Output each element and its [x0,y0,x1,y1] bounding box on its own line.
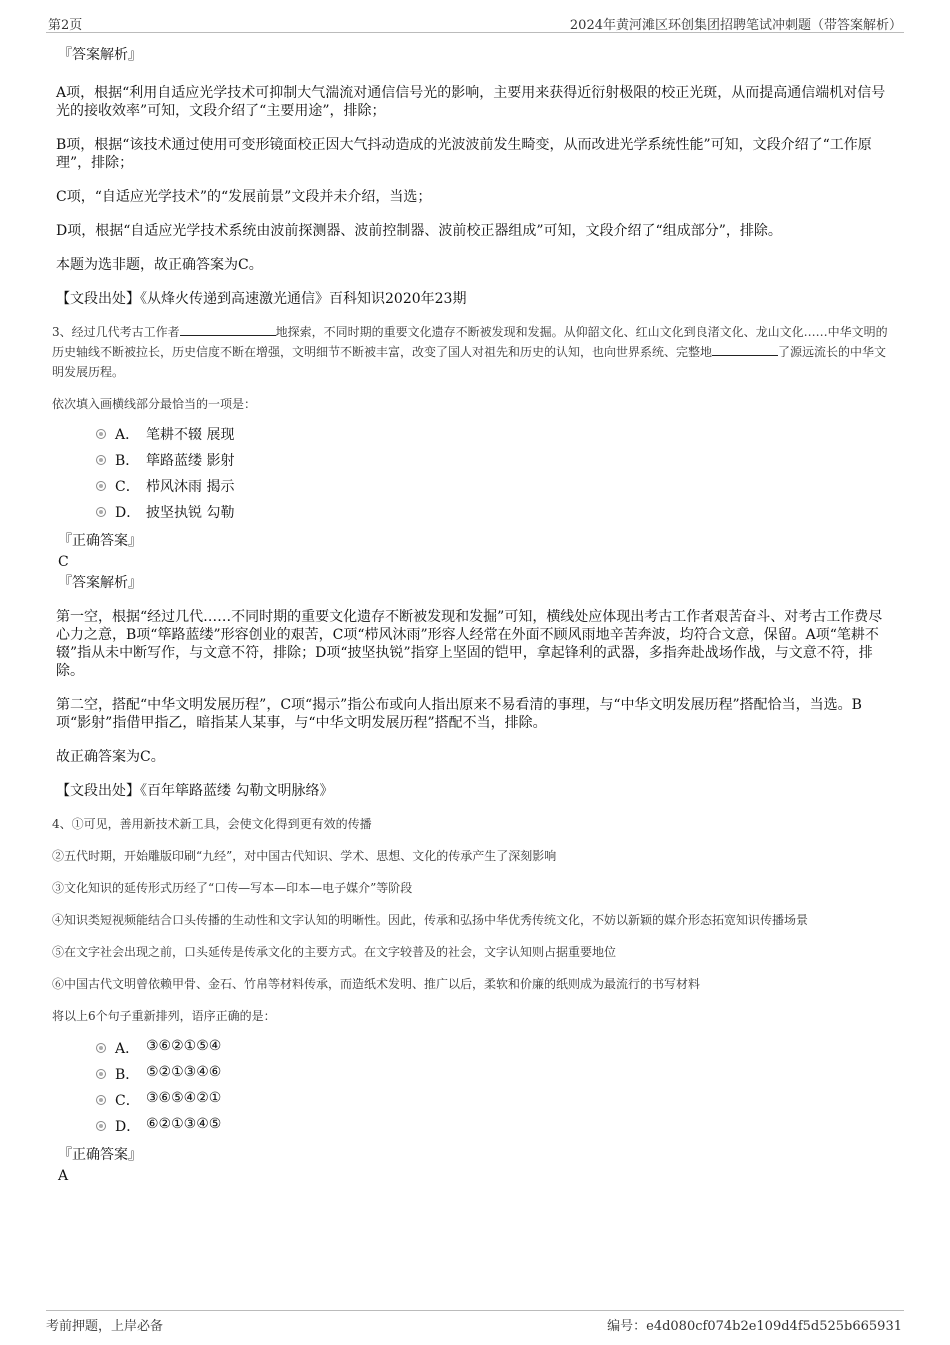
radio-icon[interactable] [96,1043,106,1053]
q4-sentence-3: ③文化知识的延传形式历经了“口传—写本—印本—电子媒介”等阶段 [52,881,413,895]
q3-option-c[interactable] [96,474,896,500]
q3-option-a[interactable] [96,422,896,448]
footer-serial: 编号：e4d080cf074b2e109d4f5d525b665931 [607,1319,902,1334]
page-content [52,44,896,1186]
q4-correct-label: 『正确答案』 [58,1147,142,1163]
q4-option-a[interactable] [96,1036,896,1062]
page-number: 第2页 [48,18,83,33]
radio-icon[interactable] [96,1069,106,1079]
q4-sentence-6: ⑥中国古代文明曾依赖甲骨、金石、竹帛等材料传承，而造纸术发明、推广以后，柔软和价廉的纸则成为最流行的书写材料 [52,977,701,991]
option-text: 披坚执锐 勾勒 [146,505,235,521]
q2-analysis-c: C项，“自适应光学技术”的“发展前景”文段并未介绍，当选； [56,189,432,205]
q3-stem-part2: 地探索，不同时期的重要文化遗存不断被发现和发掘。从仰韶文化、红山文化到良渚文化、龙山文化……中华文明的历史轴线不断被拉长，历史信度不断在增强，文明细节不断被丰富，改变了国人对祖先和历史的认知，也向世界系统、完整地 [52,325,888,359]
footer-slogan: 考前押题，上岸必备 [46,1319,164,1334]
q2-source: 【文段出处】《从烽火传递到高速激光通信》百科知识2020年23期 [56,291,467,307]
blank-2 [712,343,778,356]
q3-analysis-1: 第一空，根据“经过几代……不同时期的重要文化遗存不断被发现和发掘”可知，横线处应体现出考古工作者艰苦奋斗、对考古工作费尽心力之意，B项“筚路蓝缕”形容创业的艰苦，C项“栉风沐雨”形容人经常在外面不顾风雨地辛苦奔波，均符合文意，保留。A项“笔耕不辍”指从未中断写作，与文意不符，排除；D项“披坚执锐”指穿上坚固的铠甲，拿起锋利的武器，多指奔赴战场作战，与文意不符，排除。 [56,609,883,679]
option-text: ③⑥②①⑤④ [146,1038,222,1054]
radio-icon[interactable] [96,481,106,491]
q3-option-d[interactable] [96,500,896,526]
q4-prompt: 将以上6个句子重新排列，语序正确的是： [52,1009,276,1023]
q3-stem-part3: 了源远流长的中华文明发展历程。 [52,345,887,379]
option-letter: D． [115,505,141,521]
option-text: ⑥②①③④⑤ [146,1116,222,1132]
q2-analysis-d: D项，根据“自适应光学技术系统由波前探测器、波前控制器、波前校正器组成”可知，文段介绍了“组成部分”，排除。 [56,223,782,239]
q3-analysis-2: 第二空，搭配“中华文明发展历程”，C项“揭示”指公布或向人指出原来不易看清的事理，与“中华文明发展历程”搭配恰当，当选。B项“影射”指借甲指乙，暗指某人某事，与“中华文明发展历程”搭配不当，排除。 [56,697,862,731]
q4-option-c[interactable] [96,1088,896,1114]
radio-icon[interactable] [96,1121,106,1131]
q2-analysis-label: 『答案解析』 [58,47,142,63]
q3-prompt: 依次填入画横线部分最恰当的一项是： [52,397,257,411]
q2-analysis-a: A项，根据“利用自适应光学技术可抑制大气湍流对通信信号光的影响，主要用来获得近衍射极限的校正光斑，从而提高通信端机对信号光的接收效率”可知，文段介绍了“主要用途”，排除； [56,85,886,119]
option-text: 筚路蓝缕 影射 [146,453,235,469]
q4-option-d[interactable] [96,1114,896,1140]
q3-correct-label: 『正确答案』 [58,533,142,549]
q3-stem [52,322,896,382]
radio-icon[interactable] [96,429,106,439]
q3-options [56,422,896,526]
q4-sentence-2: ②五代时期，开始雕版印刷“九经”，对中国古代知识、学术、思想、文化的传承产生了深刻影响 [52,849,557,863]
option-text: ⑤②①③④⑥ [146,1064,222,1080]
blank-1 [180,323,276,336]
radio-icon[interactable] [96,1095,106,1105]
q4-sentence-4: ④知识类短视频能结合口头传播的生动性和文字认知的明晰性。因此，传承和弘扬中华优秀传统文化，不妨以新颖的媒介形态拓宽知识传播场景 [52,913,809,927]
radio-icon[interactable] [96,507,106,517]
q4-option-b[interactable] [96,1062,896,1088]
q4-sentence-1: 4、①可见，善用新技术新工具，会使文化得到更有效的传播 [52,817,372,831]
option-text: 栉风沐雨 揭示 [146,479,235,495]
option-letter: A． [115,427,140,443]
option-letter: D． [115,1119,141,1135]
page-footer [46,1310,904,1335]
q4-sentence-5: ⑤在文字社会出现之前，口头延传是传承文化的主要方式。在文字较普及的社会，文字认知则占据重要地位 [52,945,617,959]
q4-options [56,1036,896,1140]
q2-analysis-b: B项，根据“该技术通过使用可变形镜面校正因大气抖动造成的光波波前发生畸变，从而改进光学系统性能”可知，文段介绍了“工作原理”，排除； [56,137,872,171]
option-letter: B． [115,1067,140,1083]
option-letter: C． [115,1093,140,1109]
q3-option-b[interactable] [96,448,896,474]
option-text: ③⑥⑤④②① [146,1090,222,1106]
option-text: 笔耕不辍 展现 [146,427,235,443]
option-letter: A． [115,1041,140,1057]
q3-source: 【文段出处】《百年筚路蓝缕 勾勒文明脉络》 [56,783,334,799]
option-letter: C． [115,479,140,495]
document-title: 2024年黄河滩区环创集团招聘笔试冲刺题（带答案解析） [569,18,902,33]
radio-icon[interactable] [96,455,106,465]
q4-correct-answer: A [58,1168,69,1184]
page-header [46,12,904,33]
q3-analysis-label: 『答案解析』 [58,575,142,591]
q3-conclusion: 故正确答案为C。 [56,749,165,765]
q3-stem-part1: 3、经过几代考古工作者 [52,325,180,339]
option-letter: B． [115,453,140,469]
q3-correct-answer: C [58,554,69,570]
q2-conclusion: 本题为选非题，故正确答案为C。 [56,257,263,273]
